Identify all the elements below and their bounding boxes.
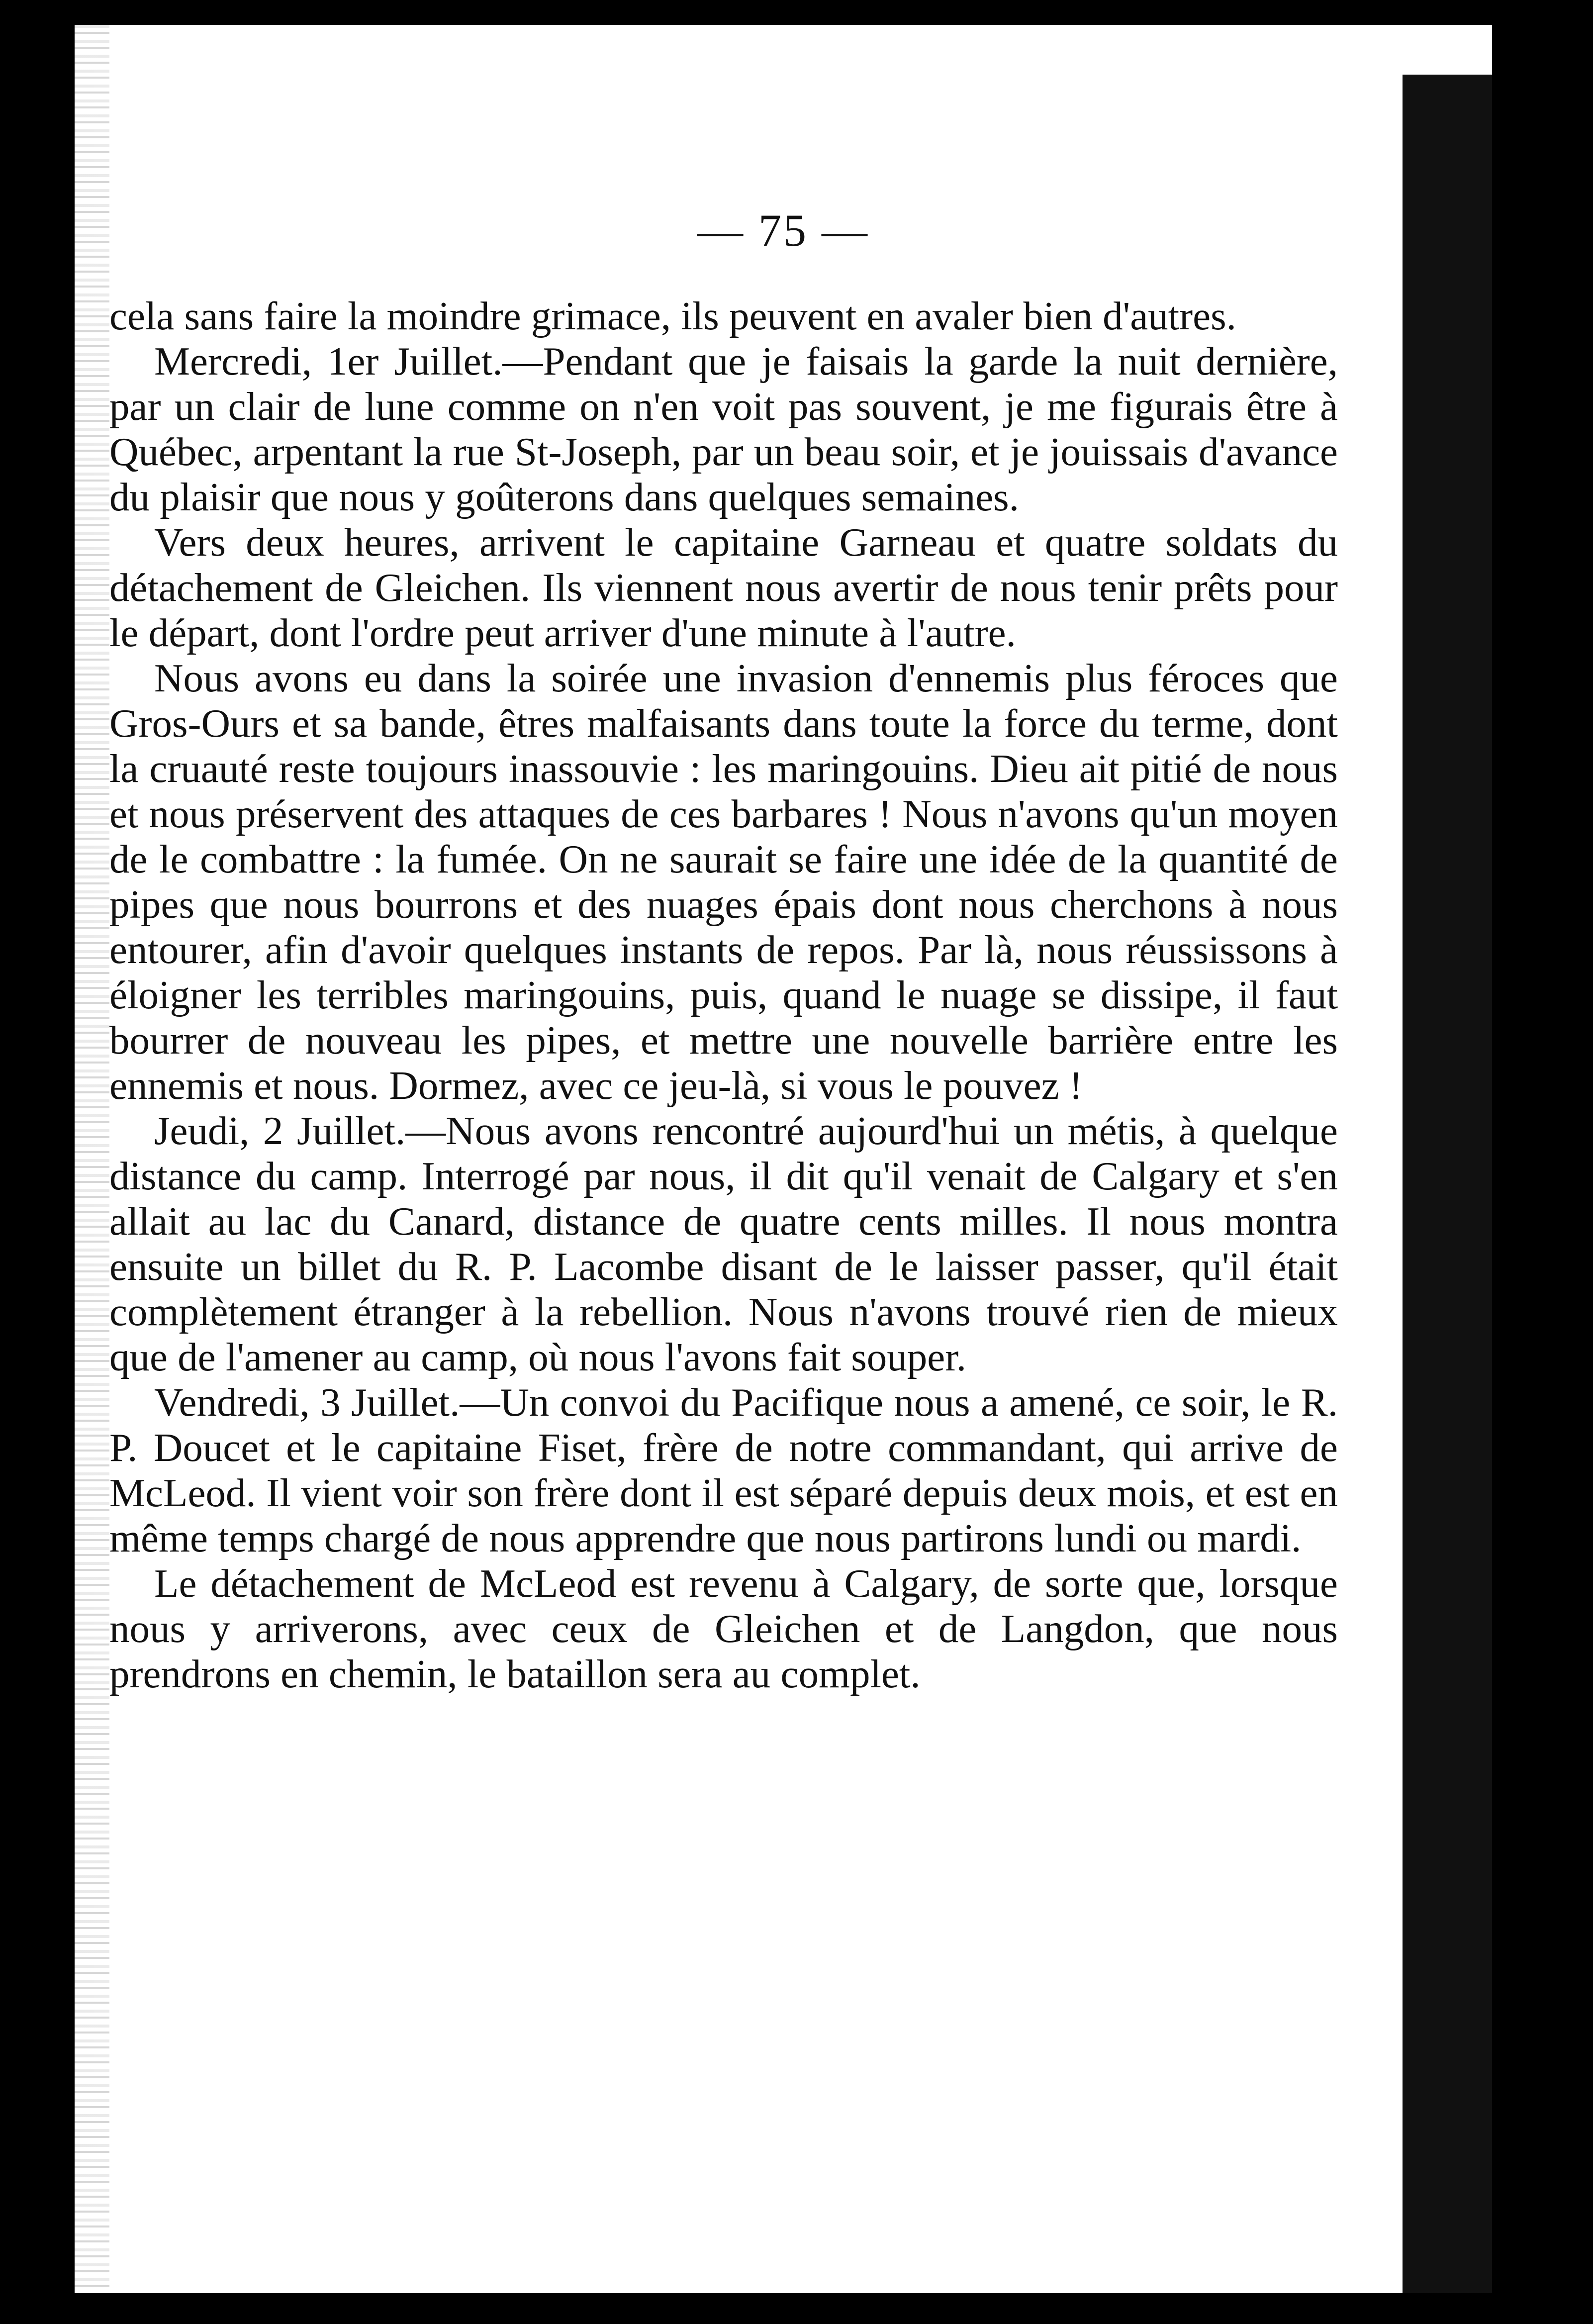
paragraph-2: Mercredi, 1er Juillet.—Pendant que je faisais la garde la nuit dernière, par un clair de lune comme on n'en voit pas souvent, je me figurais être à Québec, arpentant la rue St-Joseph, par un beau soir, et je jouissais d'avance du plaisir que nous y goûterons dans quelques semaines. [109, 339, 1338, 519]
page-number: — 75 — [697, 205, 869, 256]
paragraph-1: cela sans faire la moindre grimace, ils peuvent en avaler bien d'autres. [109, 293, 1236, 338]
paragraph-5: Jeudi, 2 Juillet.—Nous avons rencontré aujourd'hui un métis, à quelque distance du camp. Interrogé par nous, il dit qu'il venait de Calgary et s'en allait au lac du Canard, distance de quatre cents milles. Il nous montra ensuite un billet du R. P. Lacombe disant de le laisser passer, qu'il était complètement étranger à la rebellion. Nous n'avons trouvé rien de mieux que de l'amener au camp, où nous l'avons fait souper. [109, 1108, 1338, 1379]
page-edge-left [75, 25, 109, 2293]
paragraph-4: Nous avons eu dans la soirée une invasion d'ennemis plus féroces que Gros-Ours et sa bande, êtres malfaisants dans toute la force du terme, dont la cruauté reste toujours inassouvie : les maringouins. Dieu ait pitié de nous et nous préservent des attaques de ces barbares ! Nous n'avons qu'un moyen de le combattre : la fumée. On ne saurait se faire une idée de la quantité de pipes que nous bourrons et des nuages épais dont nous cherchons à nous entourer, afin d'avoir quelques instants de repos. Par là, nous réussissons à éloigner les terribles maringouins, puis, quand le nuage se dissipe, il faut bourrer de nouveau les pipes, et mettre une nouvelle barrière entre les ennemis et nous. Dormez, avec ce jeu-là, si vous le pouvez ! [109, 656, 1338, 1108]
paragraph-6: Vendredi, 3 Juillet.—Un convoi du Pacifique nous a amené, ce soir, le R. P. Doucet et le capitaine Fiset, frère de notre commandant, qui arrive de McLeod. Il vient voir son frère dont il est séparé depuis deux mois, et est en même temps chargé de nous apprendre que nous partirons lundi ou mardi. [109, 1380, 1338, 1560]
paragraph-7: Le détachement de McLeod est revenu à Calgary, de sorte que, lorsque nous y arriverons, avec ceux de Gleichen et de Langdon, que nous prendrons en chemin, le bataillon sera au complet. [109, 1561, 1338, 1696]
page-body [109, 293, 1338, 1697]
book-spine-shadow [1403, 75, 1492, 2293]
paragraph-3: Vers deux heures, arrivent le capitaine Garneau et quatre soldats du détachement de Gleichen. Ils viennent nous avertir de nous tenir prêts pour le départ, dont l'ordre peut arriver d'une minute à l'autre. [109, 520, 1338, 655]
scanned-page [75, 25, 1492, 2293]
